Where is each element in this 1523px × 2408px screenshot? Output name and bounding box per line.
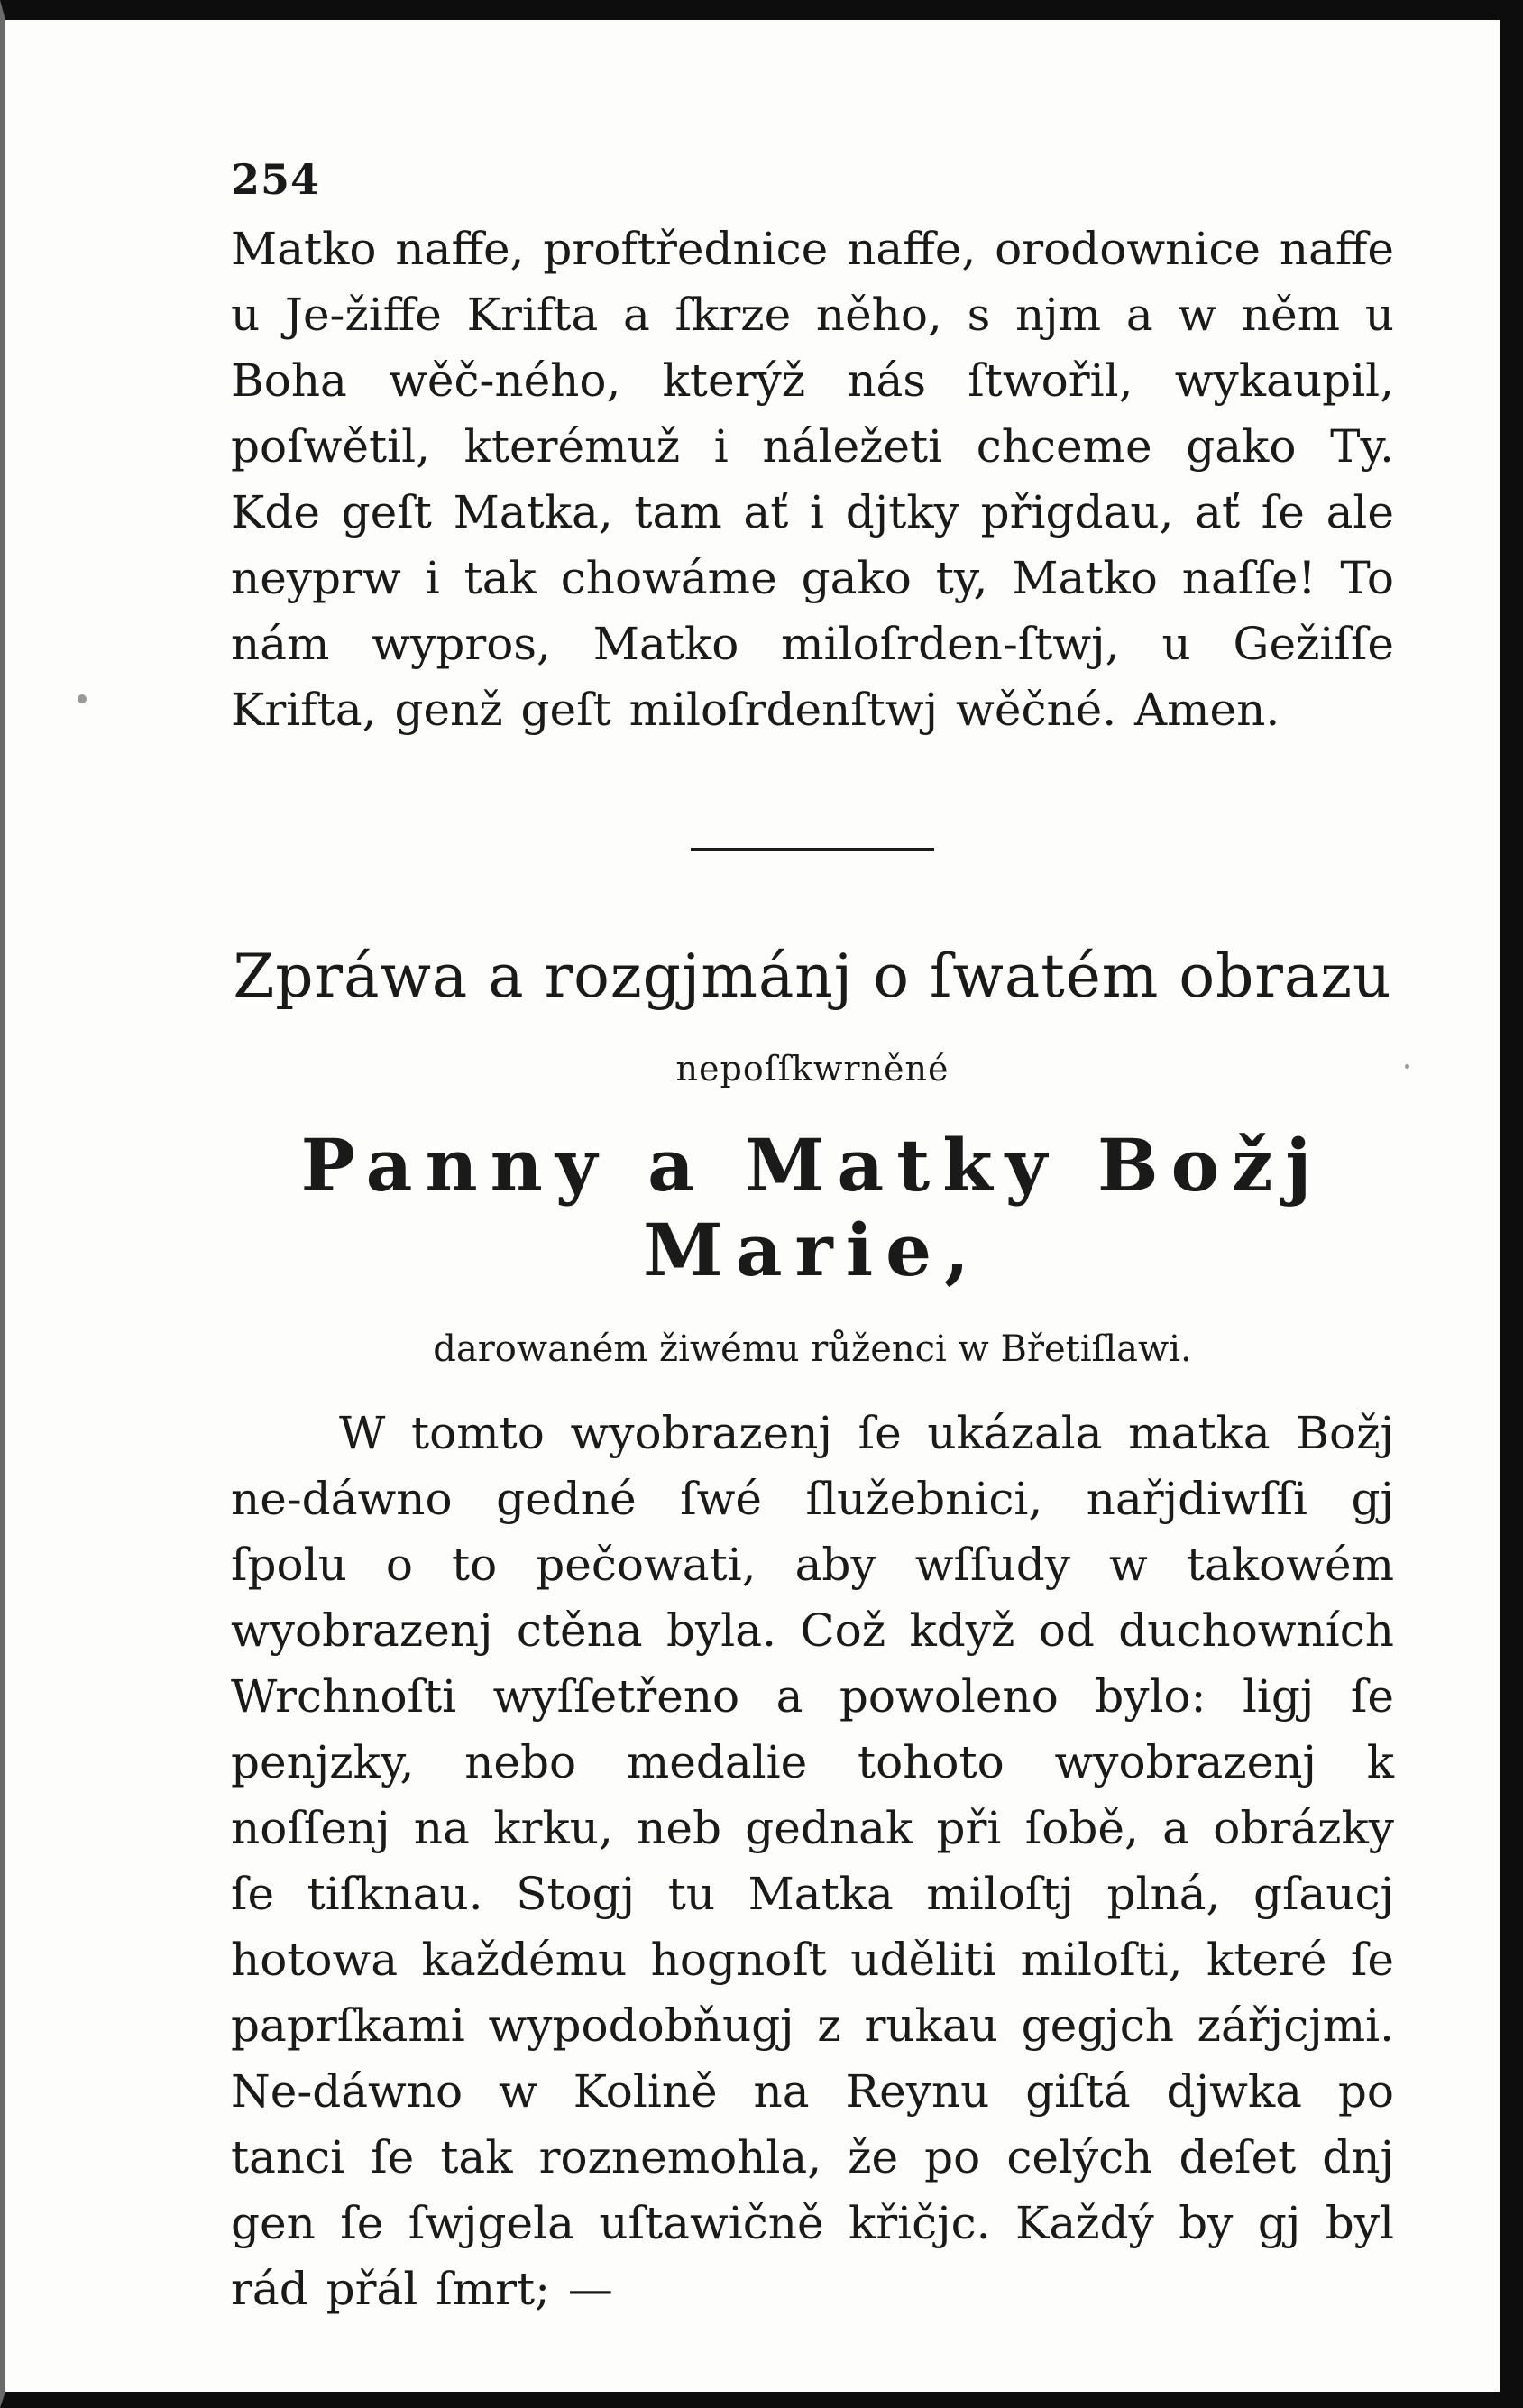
prayer-text: Matko naffe, proftřednice naffe, orodownice naffe u Je-žiffe Krifta a ſkrze něho, s njm a w něm u Boha wěč-ného, kterýž nás ſtwořil, wykaupil, poſwětil, kterémuž i náležeti chceme gako Ty. Kde geſt Matka, tam ať i djtky přigdau, ať ſe ale neyprw i tak chowáme gako ty, Matko naſſe! To nám wypros, Matko miloſrden-ſtwj, u Gežiſſe Krifta, genž geſt miloſrdenſtwj wěčné. Amen. <box>231 223 1394 736</box>
body-text: W tomto wyobrazenj ſe ukázala matka Božj ne-dáwno gedné ſwé ſlužebnici, nařjdiwſſi gj ſpolu o to pečowati, aby wſſudy w takowém wyobrazenj ctěna byla. Což když od duchowních Wrchnoſti wyſſetřeno a powoleno bylo: ligj ſe penjzky, nebo medalie tohoto wyobrazenj k noſſenj na krku, neb gednak při ſobě, a obrázky ſe tiſknau. Stogj tu Matka miloſtj plná, gſaucj hotowa každému hognoſt uděliti miloſti, které ſe paprſkami wypodobňugj z rukau gegjch zářjcjmi. Ne-dáwno w Kolině na Reynu giſtá djwka po tanci ſe tak roznemohla, že po celých deſet dnj gen ſe ſwjgela uſtawičně křičjc. Každý by gj byl rád přál ſmrt; — <box>231 1407 1394 2315</box>
section-subtitle: nepoſſkwrněné <box>675 1049 950 1089</box>
dust-speck <box>1405 1064 1409 1069</box>
dust-speck <box>78 694 87 703</box>
section-main-heading: Panny a Matky Božj Marie, <box>300 1123 1325 1292</box>
section-title: Zpráwa a rozgjmánj o ſwatém obrazu <box>233 942 1392 1011</box>
page-number: 254 <box>231 155 321 204</box>
section-divider <box>691 848 934 851</box>
body-paragraph <box>231 1401 1394 2322</box>
prayer-paragraph <box>231 216 1394 743</box>
book-page <box>231 155 1394 2322</box>
section-dedication: darowaném žiwému růženci w Břetiſlawi. <box>433 1328 1192 1370</box>
